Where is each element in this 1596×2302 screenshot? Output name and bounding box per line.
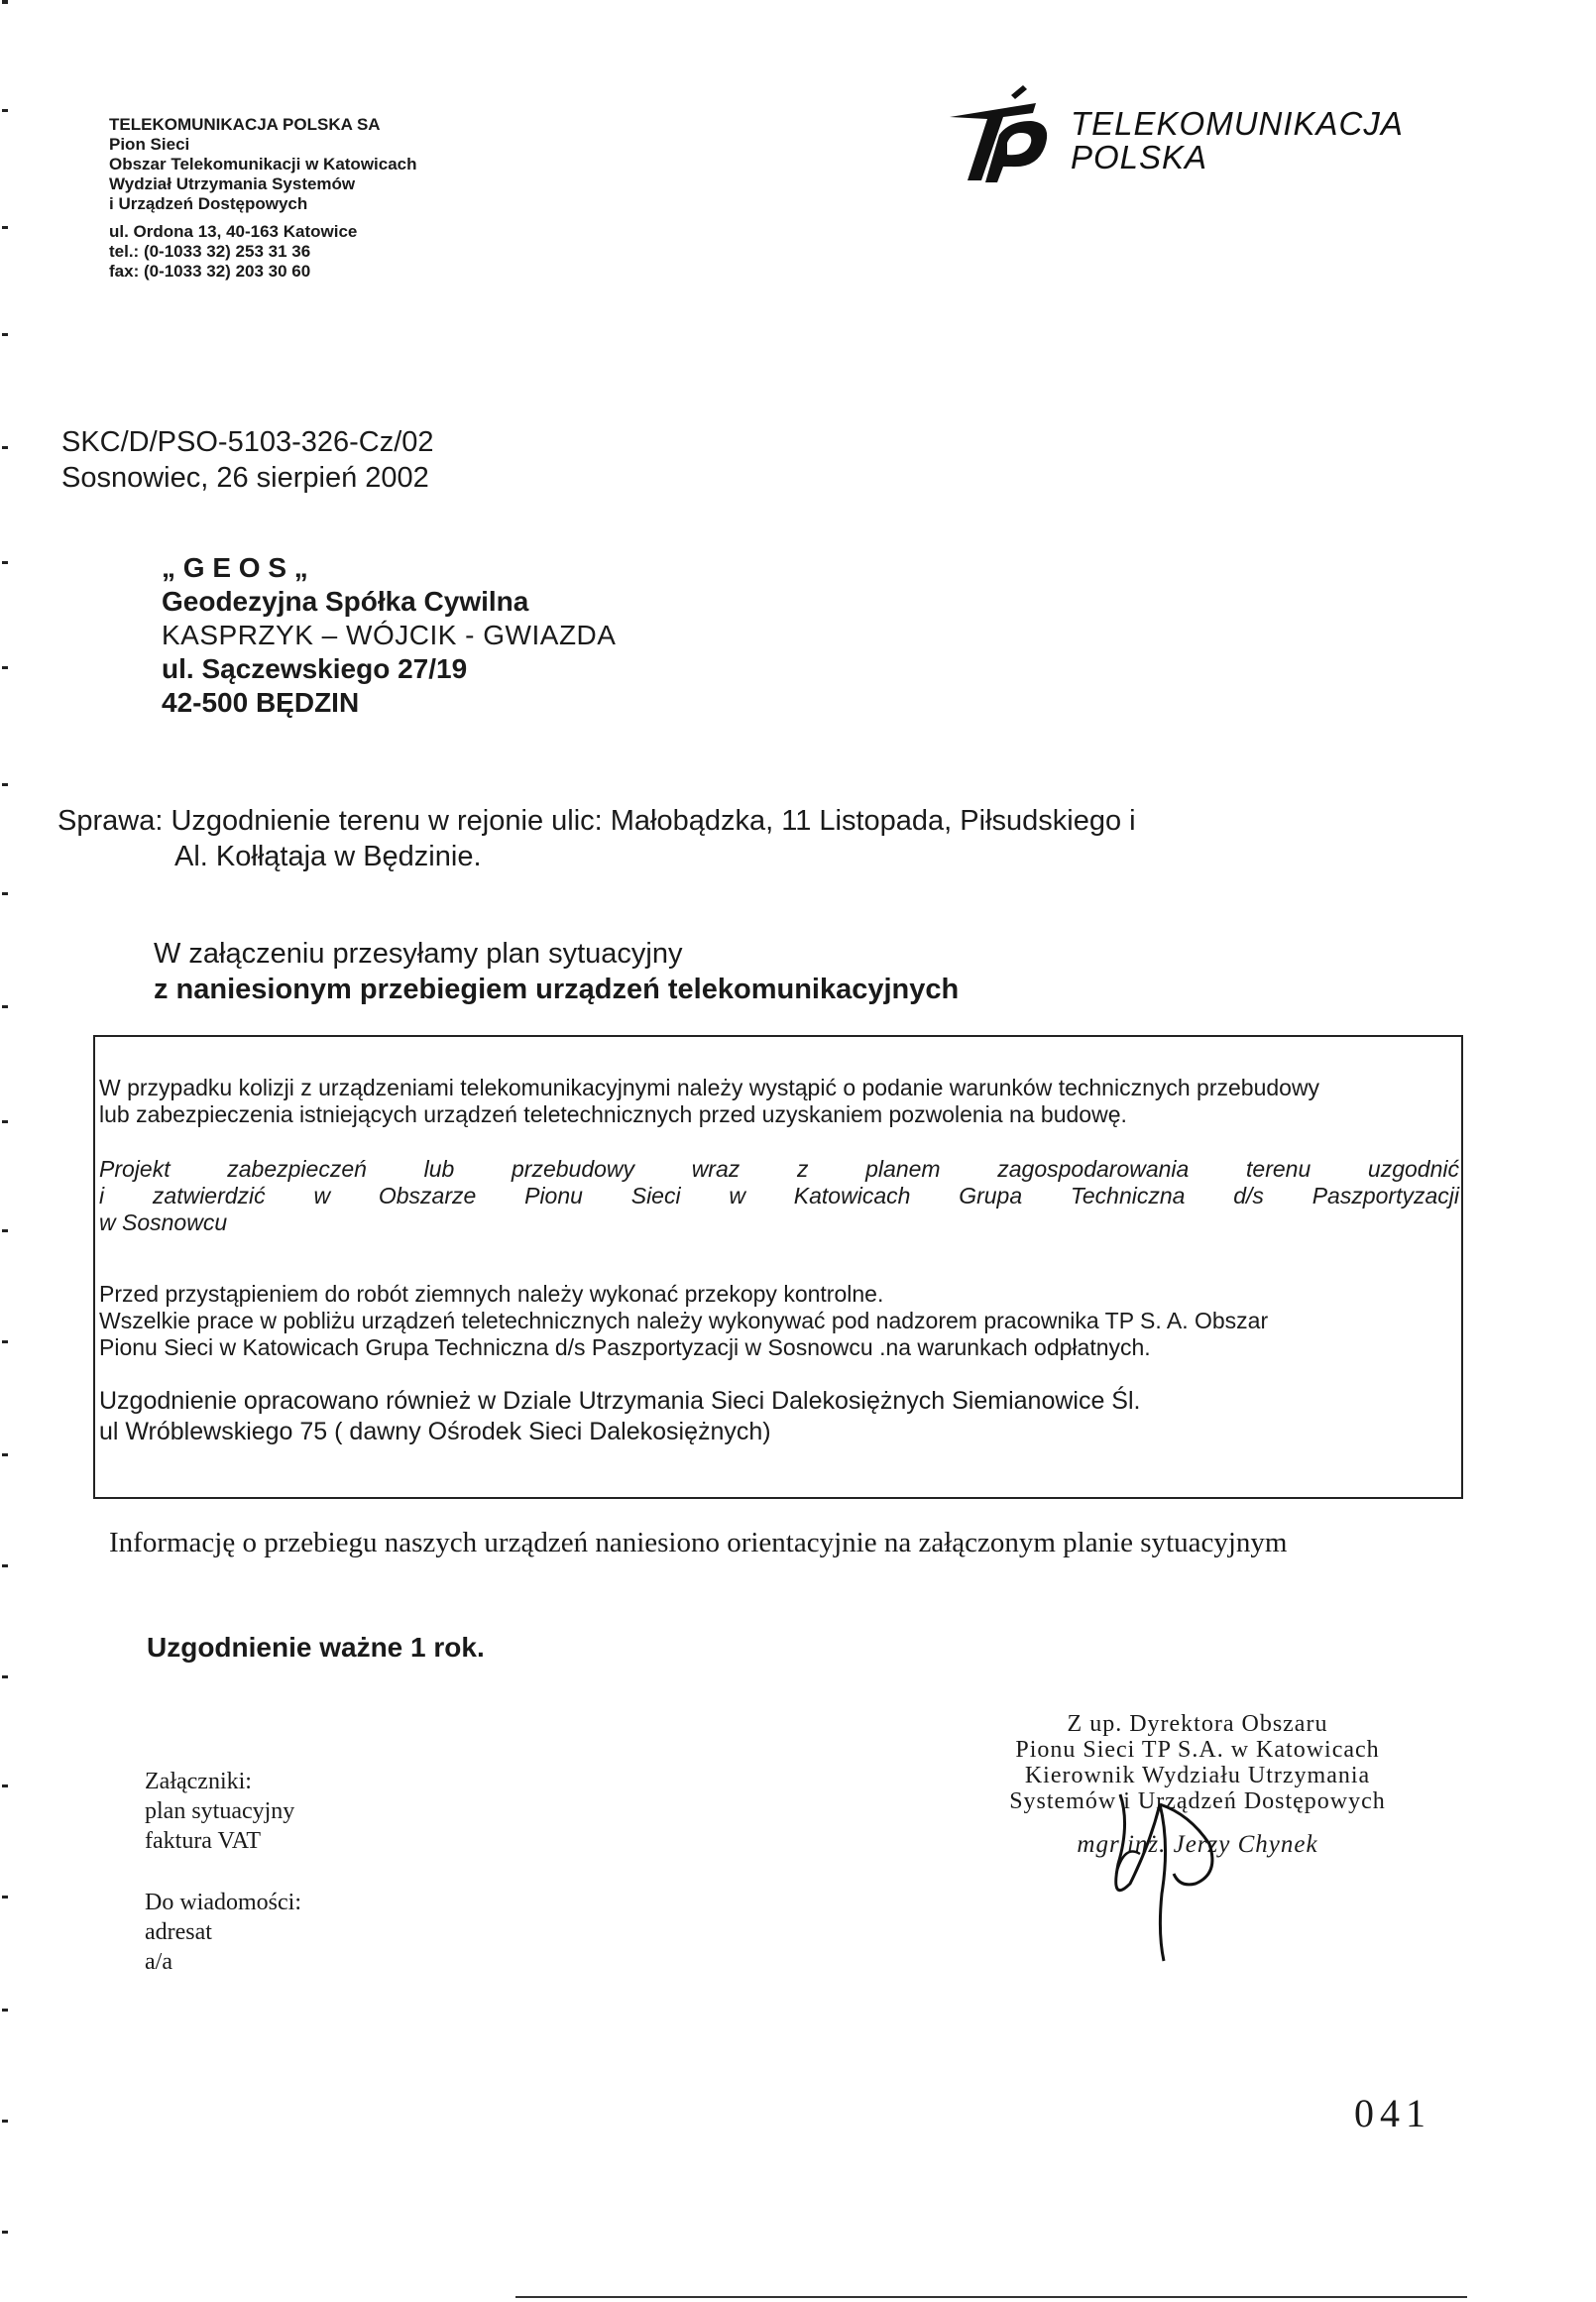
addressee-block	[162, 551, 616, 720]
conditions-paragraph-2	[97, 1156, 1461, 1236]
sender-line: i Urządzeń Dostępowych	[109, 194, 308, 213]
conditions-paragraph-1	[97, 1075, 1461, 1128]
signatory-name: mgr inż. Jerzy Chynek	[1077, 1831, 1318, 1858]
addressee-line: „ G E O S „	[162, 552, 308, 583]
attachments-block	[145, 1767, 301, 1977]
scan-bottom-line	[515, 2296, 1467, 2298]
text-line: lub zabezpieczenia istniejących urządzeń teletechnicznych przed uzyskaniem pozwolenia na budowę.	[99, 1101, 1127, 1127]
attachments-label: Załączniki:	[145, 1769, 252, 1794]
attachment-item: plan sytuacyjny	[145, 1798, 295, 1824]
page-number: 041	[1354, 2091, 1431, 2135]
handwritten-signature	[1100, 1784, 1239, 1963]
addressee-line: 42-500 BĘDZIN	[162, 687, 360, 718]
sender-line: Pion Sieci	[109, 135, 190, 154]
sender-address: ul. Ordona 13, 40-163 Katowice	[109, 222, 358, 241]
signature-line: Pionu Sieci TP S.A. w Katowicach	[1015, 1737, 1380, 1763]
text-line: Projekt zabezpieczeń lub przebudowy wraz z planem zagospodarowania terenu uzgodnić	[99, 1156, 1459, 1182]
sender-line: Obszar Telekomunikacji w Katowicach	[109, 155, 417, 173]
text-line: Przed przystąpieniem do robót ziemnych należy wykonać przekopy kontrolne.	[99, 1281, 884, 1307]
text-line: w Sosnowcu	[99, 1209, 228, 1235]
intro-line-2: z naniesionym przebiegiem urządzeń telekomunikacyjnych	[154, 974, 960, 1005]
sender-fax: fax: (0-1033 32) 203 30 60	[109, 262, 311, 281]
addressee-line: ul. Sączewskiego 27/19	[162, 653, 468, 684]
logo-line-1: TELEKOMUNIKACJA	[1071, 105, 1404, 142]
tp-logo-icon	[942, 77, 1061, 186]
text-line: Wszelkie prace w pobliżu urządzeń teletechnicznych należy wykonywać pod nadzorem pracownika TP S. A. Obszar	[99, 1308, 1269, 1333]
signature-line: Z up. Dyrektora Obszaru	[1067, 1711, 1328, 1737]
intro	[154, 936, 959, 1007]
conditions-box	[93, 1035, 1463, 1499]
subject	[57, 803, 1307, 874]
intro-line-1: W załączeniu przesyłamy plan sytuacyjny	[154, 938, 683, 970]
addressee-line: Geodezyjna Spółka Cywilna	[162, 586, 529, 617]
reference-number: SKC/D/PSO-5103-326-Cz/02	[61, 426, 434, 458]
addressee-line: KASPRZYK – WÓJCIK - GWIAZDA	[162, 620, 617, 650]
logo-line-2: POLSKA	[1071, 139, 1208, 175]
logo-wordmark	[1071, 107, 1404, 174]
validity-note: Uzgodnienie ważne 1 rok.	[147, 1632, 485, 1663]
sender-block	[109, 115, 417, 282]
conditions-paragraph-4	[97, 1386, 1461, 1447]
scan-margin-marks	[0, 0, 20, 2302]
sender-line: Wydział Utrzymania Systemów	[109, 174, 356, 193]
signature-line: Systemów i Urządzeń Dostępowych	[1009, 1788, 1386, 1814]
text-line: ul Wróblewskiego 75 ( dawny Ośrodek Sieci Dalekosiężnych)	[99, 1418, 771, 1445]
sender-line: TELEKOMUNIKACJA POLSKA SA	[109, 115, 381, 134]
cc-item: a/a	[145, 1949, 172, 1975]
text-line: Uzgodnienie opracowano również w Dziale Utrzymania Sieci Dalekosiężnych Siemianowice Śl.	[99, 1387, 1141, 1415]
conditions-paragraph-3	[97, 1281, 1461, 1361]
subject-line-1: Sprawa: Uzgodnienie terenu w rejonie ulic: Małobądzka, 11 Listopada, Piłsudskiego i	[57, 805, 1136, 837]
place-date: Sosnowiec, 26 sierpień 2002	[61, 462, 429, 494]
tp-logo	[942, 77, 1457, 186]
reference-block	[61, 424, 434, 496]
subject-line-2: Al. Kołłątaja w Będzinie.	[174, 841, 482, 872]
attachment-item: faktura VAT	[145, 1828, 262, 1854]
text-line: i zatwierdzić w Obszarze Pionu Sieci w Katowicach Grupa Techniczna d/s Paszportyzacji	[99, 1183, 1459, 1209]
sender-phone: tel.: (0-1033 32) 253 31 36	[109, 242, 311, 261]
text-line: Pionu Sieci w Katowicach Grupa Techniczna d/s Paszportyzacji w Sosnowcu .na warunkach odpłatnych.	[99, 1334, 1151, 1360]
cc-label: Do wiadomości:	[145, 1890, 301, 1915]
signature-line: Kierownik Wydziału Utrzymania	[1024, 1763, 1371, 1788]
text-line: W przypadku kolizji z urządzeniami telekomunikacyjnymi należy wystąpić o podanie warunków technicznych przebudowy	[99, 1075, 1320, 1100]
cc-item: adresat	[145, 1919, 212, 1945]
info-paragraph: Informację o przebiegu naszych urządzeń naniesiono orientacyjnie na załączonym planie sytuacyjnym	[109, 1527, 1288, 1558]
